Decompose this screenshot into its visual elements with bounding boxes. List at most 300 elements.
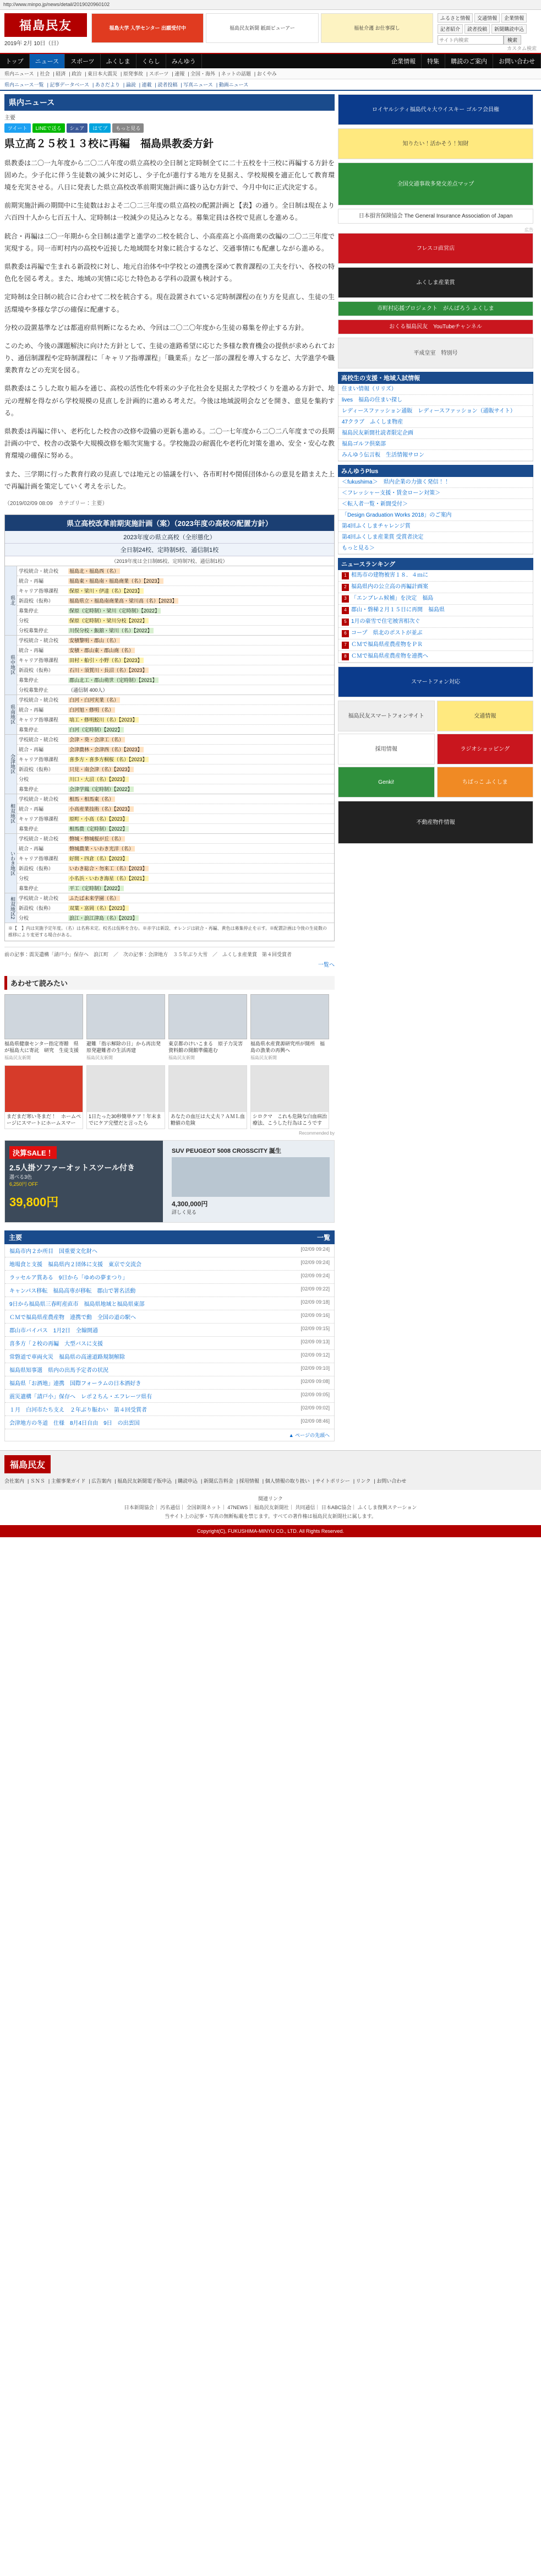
sidebar-info-item[interactable]: 福島ゴルフ倶楽部 xyxy=(338,439,533,450)
sidebar-banner-6[interactable] xyxy=(338,301,533,316)
ad-caption: あなたの血圧は大丈夫？ＡＭＬ血糖値の危険 xyxy=(171,1114,245,1126)
figure-row xyxy=(17,665,334,675)
footer-logo[interactable]: 福島民友 xyxy=(4,1455,51,1473)
news-list-item[interactable] xyxy=(5,1363,334,1376)
figure-row-label: 募集停止 xyxy=(19,726,39,733)
figure-row-label: 統合・再編 xyxy=(19,707,44,713)
ad-caption: まだまだ寒い冬まだ！ ホームページにスマートにホームスマー xyxy=(7,1114,81,1126)
news-list-item[interactable] xyxy=(5,1297,334,1310)
recommend-card[interactable] xyxy=(4,994,83,1061)
nav-item-top[interactable]: トップ xyxy=(0,54,30,68)
recommend-caption: 避難「指示解除の日」から再出発 原発避難者の生活再建 xyxy=(86,1040,166,1053)
nav-item-sports[interactable]: スポーツ xyxy=(65,54,101,68)
footer-related-link-1[interactable]: 汚名通信 xyxy=(160,1505,181,1511)
figure-row xyxy=(17,824,334,833)
footer-link-8[interactable]: 個人情報の取り扱い xyxy=(265,1478,310,1484)
utility-link-6[interactable]: 新聞購読申込 xyxy=(491,24,527,34)
news-item-title: 震災遺構「請戸小」保存へ レポ２ちん・エフレーツ県有 xyxy=(9,1393,152,1400)
search-button[interactable]: 検索 xyxy=(504,35,521,45)
figure-row-value: 川口・大沼（名）【2023】 xyxy=(69,776,128,782)
rank-number: 1 xyxy=(342,572,349,579)
recommend-card[interactable] xyxy=(250,994,329,1061)
sidebar-banner-4[interactable] xyxy=(338,233,533,264)
news-list-item[interactable] xyxy=(5,1337,334,1350)
figure-row xyxy=(17,814,334,824)
utility-link-4[interactable]: 記者紹介 xyxy=(438,24,463,34)
sidebar-ranking-list xyxy=(338,570,533,663)
sponsored-ad-card[interactable] xyxy=(250,1065,329,1129)
news-item-title: 喜多方「２校の再編 大型バスに支援 xyxy=(9,1341,103,1347)
sidebar-banner-pair-1 xyxy=(338,701,533,731)
subnav-item-4[interactable]: 東日本大震災 xyxy=(87,71,117,77)
ad-attribution: Recommended by xyxy=(299,1130,335,1136)
sidebar-banner-label[interactable]: 福島民友スマートフォンサイト xyxy=(338,701,435,731)
sidebar-banner-8[interactable] xyxy=(338,338,533,368)
figure-region-label: いわき地区 xyxy=(5,834,17,893)
subnav-item-5[interactable]: 原発事故 xyxy=(123,71,143,77)
footer-link-2[interactable]: 主催事業ガイド xyxy=(51,1478,86,1484)
figure-title: 県立高校改革前期実施計画（案）（2023年度の高校の配置方針） xyxy=(5,515,334,531)
figure-row xyxy=(17,566,334,576)
nav-item-subscribe[interactable]: 購読のご案内 xyxy=(445,54,493,68)
article-paragraph-7: 県教委はこうした取り組みを通じ、高校の活性化や将来の少子化社会を見据えた学校づくりを進める方針で、地元の理解を得ながら学校規模の見直しを計画的に進める考えだ。今後は地域説明会などを開き、意見を集約する。 xyxy=(4,384,335,417)
figure-row xyxy=(17,854,334,864)
nav-item-feature[interactable]: 特集 xyxy=(422,54,445,68)
subnav2-item-0[interactable]: 県内ニュース一覧 xyxy=(4,82,44,88)
figure-region-5 xyxy=(5,833,334,893)
rank-number: 6 xyxy=(342,630,349,637)
rank-number: 8 xyxy=(342,653,349,660)
footer-link-9[interactable]: サイトポリシー xyxy=(315,1478,350,1484)
figure-row-value: 白河旭・修明（名） xyxy=(69,707,114,713)
news-item-time: [02/09 09:15] xyxy=(300,1325,330,1331)
article-paragraph-9: また、三学期に行った教育行政の見直しでは地元との協議を行い、各市町村や関係団体からの意見を踏まえた上で再編計画を策定していく考えを示した。 xyxy=(4,470,335,490)
header-banner-3[interactable]: 福祉介護 お仕事探し xyxy=(321,13,433,43)
header-utility xyxy=(438,13,537,52)
news-list-item[interactable] xyxy=(5,1284,334,1297)
sidebar-promo-item[interactable]: 第4回ふくしまチャレンジ賞 xyxy=(338,521,533,532)
footer-links-related: 日本新聞協会｜ 汚名通信｜ 全国新聞ネット｜ 47NEWS｜ 福島民友新聞社｜ 共同通信｜ 日本ABC協会｜ ふくしま復興ステーション xyxy=(124,1505,417,1511)
news-item-time: [02/09 09:13] xyxy=(300,1338,330,1344)
share-more-button[interactable]: もっと見る xyxy=(112,123,144,133)
figure-row-value: 会津・葵・会津工（名） xyxy=(69,736,124,742)
ranking-item[interactable] xyxy=(338,651,533,663)
sidebar-promo-item[interactable]: ＜fukushima＞ 県内企業の力強く発信！！ xyxy=(338,477,533,488)
figure-row xyxy=(17,784,334,794)
figure-row-value: 会津農林・会津西（名）【2023】 xyxy=(69,746,143,752)
site-logo-box[interactable] xyxy=(4,13,87,47)
footer-link-1[interactable]: ＳＮＳ xyxy=(30,1478,45,1484)
figure-row-value: いわき総合・勿来工（名）【2023】 xyxy=(69,865,147,871)
figure-row xyxy=(17,596,334,606)
article-paragraph-5: 分校の設置基準などは都道府県判断になるため、今回は二〇二〇年度から生徒の募集を停止する方針。 xyxy=(4,323,308,332)
news-list-item[interactable] xyxy=(5,1403,334,1416)
copyright: Copyright(C), FUKUSHIMA-MINYU CO., LTD. All Rights Reserved. xyxy=(0,1525,541,1537)
sidebar-banner-label: 不動産物件情報 xyxy=(338,801,533,844)
news-item-title: 常磐道で車両火災 福島県の高速道路規制解除 xyxy=(9,1354,125,1360)
news-list-item[interactable] xyxy=(5,1350,334,1363)
share-facebook-button[interactable]: シェア xyxy=(67,123,88,133)
recommend-card[interactable] xyxy=(86,994,165,1061)
footer-link-4[interactable]: 福島民友新聞電子版申込 xyxy=(117,1478,172,1484)
subnav-news-links: 県内ニュース一覧 | 記事データベース | あさだより | 論説 | 連載 | 読者投稿 | 写真ニュース | 動画ニュース xyxy=(0,79,541,91)
sidebar-banner-label[interactable]: ちばっこ ふくしま xyxy=(437,767,534,798)
subnav-item-1[interactable]: 社会 xyxy=(40,71,50,77)
sidebar-promo-header: みんゆうPlus xyxy=(338,465,533,477)
rank-number: 4 xyxy=(342,607,349,614)
banner-ad-right[interactable] xyxy=(172,1146,330,1216)
site-logo[interactable]: 福島民友 xyxy=(4,13,87,37)
highschool-reorg-figure xyxy=(4,514,335,941)
figure-row xyxy=(17,745,334,755)
nav-item-company[interactable]: 企業情報 xyxy=(386,54,422,68)
figure-row xyxy=(17,606,334,616)
figure-row-label: 学校統合・統合校 xyxy=(19,637,59,643)
sidebar-info-item[interactable]: 住まい情報（リリズ） xyxy=(338,384,533,395)
footer-related-link-4[interactable]: 福島民友新聞社 xyxy=(254,1505,289,1511)
figure-row-label: 分校募集停止 xyxy=(19,627,49,633)
header-banner-2[interactable]: 福島民友新聞 紙面ビューアー xyxy=(206,13,318,43)
recommend-card[interactable] xyxy=(168,994,247,1061)
subnav-categories: 県内ニュース | 社会 | 経済 | 政治 | 東日本大震災 | 原発事故 | スポーツ | 速報 | 全国・海外 | ネットの話題 | おくやみ xyxy=(0,68,541,79)
figure-row-label: 統合・再編 xyxy=(19,578,44,584)
sidebar-info-item[interactable]: 47クラブ ふくしま物産 xyxy=(338,417,533,428)
recommend-thumbnail xyxy=(250,994,329,1039)
ad-car-title: SUV PEUGEOT 5008 CROSSCITY 誕生 xyxy=(171,1147,282,1154)
figure-row xyxy=(17,913,334,923)
ad-detail-button[interactable]: 詳しく見る xyxy=(171,1209,196,1215)
article-related-links[interactable]: 前の記事：震災遺構「請戸小」保存へ 浪江町 ／ 次の記事：会津地方 ３５年ぶり大雪 ／ ふくしま産業賞 第４回受賞者 xyxy=(4,947,335,958)
footer-link-10[interactable]: リンク xyxy=(356,1478,371,1484)
figure-row-label: 統合・再編 xyxy=(19,746,44,752)
footer-link-5[interactable]: 購読申込 xyxy=(178,1478,198,1484)
header-banner-1[interactable]: 福島大学 入学センター 出願受付中 xyxy=(91,13,204,43)
subnav-item-3[interactable]: 政治 xyxy=(72,71,82,77)
sidebar-banner-label[interactable]: Genki! xyxy=(338,767,435,798)
figure-row-label: 募集停止 xyxy=(19,608,39,614)
figure-region-rows xyxy=(17,834,334,893)
banner-ad-large[interactable] xyxy=(4,1140,335,1223)
ranking-item-label: コープ 県北のポストが並ぶ xyxy=(351,630,423,636)
recommend-source: 福島民友新聞 xyxy=(86,1055,113,1061)
sidebar-banner-3[interactable] xyxy=(338,209,533,224)
sponsored-ad-card[interactable] xyxy=(168,1065,247,1129)
sidebar-info-item[interactable]: lives 福島の住まい探し xyxy=(338,395,533,406)
subnav2-item-2[interactable]: あさだより xyxy=(95,82,120,88)
news-list-item[interactable] xyxy=(5,1310,334,1324)
sidebar xyxy=(338,94,533,847)
sidebar-banner-realestate[interactable] xyxy=(338,801,533,844)
sidebar-banner-1[interactable] xyxy=(338,128,533,159)
figure-row-label: 分校 xyxy=(19,915,29,921)
utility-link-3[interactable]: 企業情報 xyxy=(501,13,527,23)
sidebar-promo-item[interactable]: ＜フレッシャー支援・賃金ローン対策＞ xyxy=(338,488,533,499)
subnav-item-10[interactable]: おくやみ xyxy=(256,71,277,77)
figure-row-value: 川俣分校・飯舘・梁川（名）【2022】 xyxy=(69,627,152,633)
nav-item-contact[interactable]: お問い合わせ xyxy=(493,54,541,68)
custom-search-note: カスタム検索 xyxy=(506,46,537,51)
footer-related-link-2[interactable]: 全国新聞ネット xyxy=(186,1505,221,1511)
page-root xyxy=(0,10,541,1537)
news-item-time: [02/09 09:12] xyxy=(300,1352,330,1358)
figure-row xyxy=(17,864,334,874)
ranking-item-label: ＣＭで福島県産農産物をＰＲ xyxy=(351,642,423,648)
sidebar-info-item[interactable]: みんゆう伝言板 生活情報サロン xyxy=(338,450,533,461)
sidebar-banner-smartphone[interactable] xyxy=(338,666,533,697)
footer-related-link-5[interactable]: 共同通信 xyxy=(295,1505,315,1511)
ad-image xyxy=(5,1066,83,1112)
figure-row-value: 塙工・修明鮫川（名）【2023】 xyxy=(69,717,138,723)
subnav2-item-7[interactable]: 動画ニュース xyxy=(218,82,249,88)
figure-subtitle: 2023年度の県立高校（全形態化） xyxy=(5,531,334,544)
sidebar-banner-5[interactable] xyxy=(338,267,533,298)
sponsored-ad-card[interactable] xyxy=(86,1065,165,1129)
figure-row xyxy=(17,576,334,586)
figure-region-rows xyxy=(17,695,334,734)
figure-row xyxy=(17,844,334,854)
ranking-item[interactable] xyxy=(338,570,533,582)
subnav2-item-5[interactable]: 読者投稿 xyxy=(157,82,178,88)
figure-region-rows xyxy=(17,636,334,695)
sidebar-banner-0[interactable] xyxy=(338,94,533,125)
figure-row-value: 小名浜・いわき海星（名）【2021】 xyxy=(69,875,147,881)
figure-row-label: 新設校（仮称） xyxy=(19,598,54,604)
figure-row-value: 小高産業技術（名）【2023】 xyxy=(69,806,133,812)
news-list-more-link[interactable]: 一覧 xyxy=(316,1233,330,1241)
header-utility-links xyxy=(438,13,537,23)
article-timestamp: （2019/02/09 08:09 カテゴリー：主要） xyxy=(4,500,108,507)
news-item-time: [02/09 09:22] xyxy=(300,1286,330,1292)
figure-row xyxy=(17,893,334,903)
sidebar-info-list xyxy=(338,384,533,462)
sidebar-info-item[interactable]: レディースファッション通販 レディースファッション（通販サイト） xyxy=(338,406,533,417)
ad-color-choice: 選べる3色 xyxy=(9,1174,32,1180)
ranking-item[interactable] xyxy=(338,582,533,593)
article-paragraph-4: 定時制は全日制の統合に合わせて二校を統合する。現在設置されている定時制課程の在り方を見直し、生徒の生活環境や多様な学びの確保に配慮する。 xyxy=(4,293,335,313)
figure-row-label: 新設校（仮称） xyxy=(19,766,54,772)
sidebar-promo-item[interactable]: ＜転入者一覧・新聞受付＞ xyxy=(338,499,533,510)
article-paragraph-1: 前期実施計画の期間中に生徒数はおよそ二〇二三年度の県立高校の配置計画と【表】の通り。全日制は現在より六百四十人から七百五十人、定時制は一校減少の見込みとなる。募集定員は各校で見直しを進める。 xyxy=(4,202,335,222)
article-list-link[interactable]: 一覧へ xyxy=(318,962,335,968)
figure-row-value: 双葉・富岡（名）【2023】 xyxy=(69,905,128,911)
sidebar-banner-label: 全国交通事故多発交差点マップ xyxy=(338,162,533,205)
sidebar-banner-label: 市町村応援プロジェクト がんばろう ふくしま xyxy=(338,301,533,316)
figure-row xyxy=(17,616,334,626)
browser-url-bar[interactable]: http://www.minpo.jp/news/detail/2019020960102 xyxy=(0,0,541,10)
sidebar-banner-2[interactable] xyxy=(338,162,533,205)
figure-row xyxy=(17,764,334,774)
recommend-heading: あわせて読みたい xyxy=(4,976,335,990)
news-item-title: 郡山市バイパス 1月2日 全線開通 xyxy=(9,1327,98,1334)
ad-product-title: 2.5人掛ソファーオットスツール付き xyxy=(9,1163,135,1172)
subnav-item-8[interactable]: 全国・海外 xyxy=(190,71,216,77)
figure-row xyxy=(17,755,334,764)
banner-ad-left xyxy=(9,1146,154,1210)
figure-region-4 xyxy=(5,794,334,833)
nav-item-news[interactable]: ニュース xyxy=(30,54,65,68)
figure-row xyxy=(17,655,334,665)
sidebar-banner-label: 平成皇室 特別号 xyxy=(338,338,533,368)
figure-row-label: 新設校（仮称） xyxy=(19,865,54,871)
ad-image xyxy=(87,1066,165,1112)
news-item-time: [02/09 09:24] xyxy=(300,1272,330,1278)
search-input[interactable] xyxy=(438,35,504,45)
sidebar-banner-7[interactable] xyxy=(338,319,533,334)
footer-link-6[interactable]: 新聞広告料金 xyxy=(203,1478,233,1484)
ranking-item-label: 郡山・磐梯２月１５日に再開 福島県 xyxy=(351,607,445,613)
figure-row xyxy=(17,774,334,784)
footer-related-heading: 関連リンク xyxy=(258,1495,283,1501)
footer-secondary xyxy=(0,1490,541,1526)
ranking-item[interactable] xyxy=(338,639,533,651)
figure-region-rows xyxy=(17,794,334,833)
sidebar-promo-more[interactable]: もっと見る＞ xyxy=(338,543,533,554)
figure-row-label: 新設校（仮称） xyxy=(19,905,54,911)
recommend-caption: 福島県健康センター指定寄贈 県が福島大に寄託 研究 生徒支援 xyxy=(4,1040,79,1053)
news-list-item[interactable] xyxy=(5,1271,334,1284)
figure-row-value: （通信制 400人） xyxy=(68,687,108,693)
news-list-item[interactable] xyxy=(5,1416,334,1429)
site-footer xyxy=(0,1450,541,1490)
news-list-item[interactable] xyxy=(5,1376,334,1390)
utility-link-5[interactable]: 読者投稿 xyxy=(465,24,490,34)
figure-row-value: 石川・須賀川・長沼（名）【2023】 xyxy=(69,667,147,673)
figure-row xyxy=(17,626,334,635)
news-item-title: キャンパス移転 福島高専が移転 郡山で署名活動 xyxy=(9,1288,136,1294)
footer-related-link-6[interactable]: 日本ABC協会 xyxy=(321,1505,352,1511)
sidebar-banner-pair-2 xyxy=(338,734,533,764)
sidebar-banner-label[interactable]: 交通情報 xyxy=(437,701,534,731)
figure-row-label: 新設校（仮称） xyxy=(19,667,54,673)
subnav2-item-4[interactable]: 連載 xyxy=(141,82,152,88)
figure-row-value: 白河（定時制）【2022】 xyxy=(69,726,123,733)
figure-row-value: 保原（定時制）・梁川分校【2022】 xyxy=(69,617,147,623)
footer-link-7[interactable]: 採用情報 xyxy=(239,1478,259,1484)
footer-link-11[interactable]: お問い合わせ xyxy=(376,1478,407,1484)
subnav-item-9[interactable]: ネットの話題 xyxy=(221,71,251,77)
news-item-time: [02/09 09:24] xyxy=(300,1259,330,1265)
subnav-item-7[interactable]: 速報 xyxy=(174,71,185,77)
sidebar-promo-list xyxy=(338,477,533,555)
figure-row-label: キャリア指導課程 xyxy=(19,855,59,861)
figure-row xyxy=(17,695,334,705)
figure-row xyxy=(17,735,334,745)
subnav-item-6[interactable]: スポーツ xyxy=(149,71,169,77)
utility-link-2[interactable]: 交通情報 xyxy=(474,13,500,23)
figure-row-value: 平工（定時制）【2022】 xyxy=(69,885,123,891)
header-utility-links-2 xyxy=(438,24,537,34)
figure-row xyxy=(17,794,334,804)
ad-discount: 6,250円 OFF xyxy=(9,1181,39,1187)
figure-row-value: 郡山北工・郡山萌世（定時制）【2021】 xyxy=(69,677,157,683)
sidebar-promo-item[interactable]: 「Design Graduation Works 2018」のご案内 xyxy=(338,510,533,521)
figure-row xyxy=(17,636,334,646)
share-line-button[interactable]: LINEで送る xyxy=(32,123,65,133)
ad-caption: 1日たった30秒簡単ケア！年末までにケア完璧だと言ったら xyxy=(89,1114,162,1126)
nav-item-fukushima[interactable]: ふくしま xyxy=(101,54,136,68)
figure-subnote: （2019年度は全日制85校、定時制7校、通信制1校） xyxy=(111,558,228,564)
figure-row-label: 分校募集停止 xyxy=(19,687,49,693)
footer-related-link-3[interactable]: 47NEWS xyxy=(227,1505,248,1511)
sidebar-promo-item[interactable]: 第4回ふくしま産業賞 受賞者決定 xyxy=(338,532,533,543)
subnav2-item-3[interactable]: 論説 xyxy=(125,82,136,88)
rank-number: 3 xyxy=(342,595,349,603)
ranking-item-label: 相馬市の建物被害１８．４ｍに xyxy=(351,572,428,578)
page-title: 県内ニュース xyxy=(4,94,335,111)
utility-link-1[interactable]: ふるさと情報 xyxy=(438,13,473,23)
recommend-source: 福島民友新聞 xyxy=(250,1055,277,1061)
news-list-item[interactable] xyxy=(5,1257,334,1271)
sidebar-info-header: 高校生の支援・地域入試情報 xyxy=(338,372,533,384)
figure-row-label: 統合・再編 xyxy=(19,647,44,653)
figure-region-label: 県中地区 xyxy=(5,636,17,695)
nav-spacer xyxy=(202,54,386,68)
news-list-title: 主要 xyxy=(9,1233,23,1241)
nav-item-minyu[interactable]: みんゆう xyxy=(166,54,202,68)
figure-row-label: 学校統合・統合校 xyxy=(19,836,59,842)
news-list xyxy=(4,1244,335,1441)
ranking-item[interactable] xyxy=(338,616,533,628)
figure-row xyxy=(17,715,334,725)
news-item-title: ＣＭで福島県産農産物 連携で動 全国の道の駅へ xyxy=(9,1314,136,1321)
subnav-item-2[interactable]: 経済 xyxy=(56,71,66,77)
news-item-time: [02/09 09:05] xyxy=(300,1391,330,1397)
recommend-grid xyxy=(4,994,335,1061)
article-paragraph-6: このため、今後の課題解決に向けた方針として、生徒の進路希望に応じた多様な教育機会の提供が求められており、通信制課程や定時制課程に「キャリア指導課程」「職業系」など一部の課程を導入するなど、大学進学や職業教育などの充実を図る。 xyxy=(4,341,335,375)
subnav2-item-6[interactable]: 写真ニュース xyxy=(183,82,213,88)
figure-row-label: 学校統合・統合校 xyxy=(19,697,59,703)
subnav2-item-1[interactable]: 記事データベース xyxy=(50,82,89,88)
footer-link-0[interactable]: 会社案内 xyxy=(4,1478,25,1484)
back-to-top-link[interactable]: ▲ ページの先頭へ xyxy=(288,1432,330,1438)
footer-related-link-7[interactable]: ふくしま復興ステーション xyxy=(357,1505,417,1511)
ranking-item[interactable] xyxy=(338,605,533,616)
news-item-time: [02/09 09:18] xyxy=(300,1299,330,1305)
site-header xyxy=(0,10,541,53)
footer-link-3[interactable]: 広告案内 xyxy=(91,1478,112,1484)
sponsored-ad-card[interactable] xyxy=(4,1065,83,1129)
subnav-item-0[interactable]: 県内ニュース xyxy=(4,71,34,77)
figure-region-label: 会津地区 xyxy=(5,735,17,794)
recommend-caption: 福島県水産資源研究所が開所 福島の漁業の再興へ xyxy=(250,1040,325,1053)
figure-region-3 xyxy=(5,734,334,794)
news-list-item[interactable] xyxy=(5,1390,334,1403)
sidebar-info-item[interactable]: 福島民友新聞社読者限定企画 xyxy=(338,428,533,439)
ad-image xyxy=(169,1066,247,1112)
figure-row-label: 学校統合・統合校 xyxy=(19,568,59,574)
recommend-thumbnail xyxy=(168,994,247,1039)
figure-row-value: 会津学鳳（定時制）【2022】 xyxy=(69,786,133,792)
recommend-source: 福島民友新聞 xyxy=(4,1055,31,1061)
ranking-item-label: ＣＭで福島県産農産物を連携へ xyxy=(351,653,428,659)
share-twitter-button[interactable]: ツイート xyxy=(4,123,31,133)
figure-row-label: 分校 xyxy=(19,776,29,782)
figure-region-label: 県北 xyxy=(5,566,17,635)
ranking-item[interactable] xyxy=(338,628,533,639)
news-list-item[interactable] xyxy=(5,1244,334,1257)
figure-row xyxy=(17,834,334,844)
sidebar-banner-label[interactable]: ラジオショッピング xyxy=(437,734,534,764)
figure-row-label: キャリア指導課程 xyxy=(19,588,59,594)
news-list-item[interactable] xyxy=(5,1324,334,1337)
figure-row-label: 学校統合・統合校 xyxy=(19,796,59,802)
nav-item-life[interactable]: くらし xyxy=(136,54,166,68)
share-hatena-button[interactable]: はてブ xyxy=(89,123,111,133)
footer-related-link-0[interactable]: 日本新聞協会 xyxy=(124,1505,154,1511)
sidebar-banner-label[interactable]: 採用情報 xyxy=(338,734,435,764)
ranking-item[interactable] xyxy=(338,593,533,605)
figure-row-value: 白河・白河実業（名） xyxy=(69,697,119,703)
